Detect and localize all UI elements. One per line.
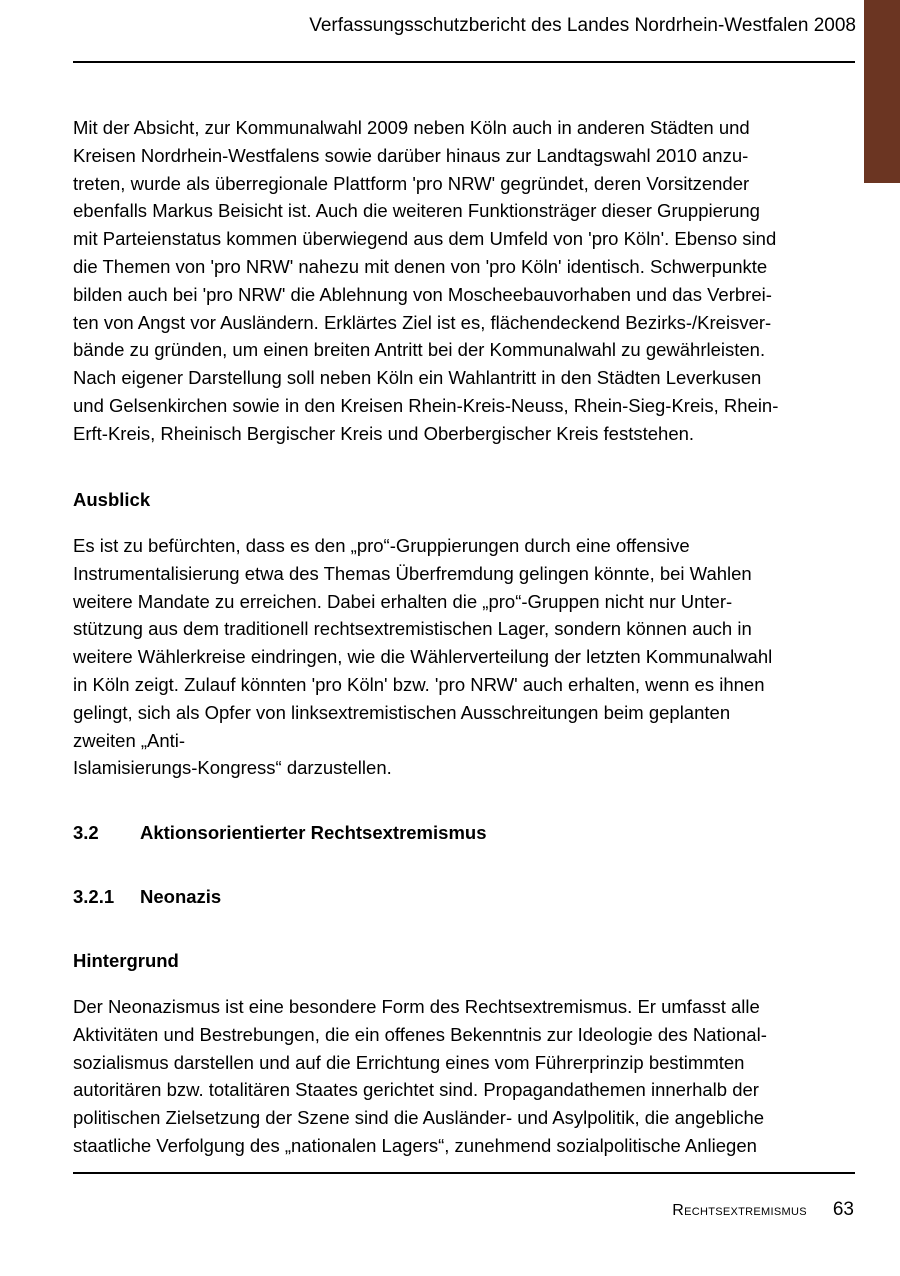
text-line: Nach eigener Darstellung soll neben Köln ein Wahlantritt in den Städten Leverkusen xyxy=(73,367,762,389)
text-line: Instrumentalisierung etwa des Themas Überfremdung gelingen könnte, bei Wahlen xyxy=(73,562,752,584)
footer-rule xyxy=(73,1172,855,1174)
text-line: Kreisen Nordrhein-Westfalens sowie darüber hinaus zur Landtagswahl 2010 anzu- xyxy=(73,144,749,166)
text-line: staatliche Verfolgung des „nationalen Lagers“, zunehmend sozialpolitische Anliegen xyxy=(73,1134,757,1156)
text-line: bilden auch bei 'pro NRW' die Ablehnung von Moscheebauvorhaben und das Verbrei- xyxy=(73,283,772,305)
heading-ausblick: Ausblick xyxy=(73,489,151,510)
chapter-color-tab xyxy=(864,0,900,183)
text-line: und Gelsenkirchen sowie in den Kreisen Rhein-Kreis-Neuss, Rhein-Sieg-Kreis, Rhein- xyxy=(73,394,779,416)
running-header: Verfassungsschutzbericht des Landes Nordrhein-Westfalen 2008 xyxy=(309,15,856,36)
text-line: bände zu gründen, um einen breiten Antritt bei der Kommunalwahl zu gewährleisten. xyxy=(73,339,766,361)
text-line: zweiten „Anti- xyxy=(73,729,186,751)
text-line: Islamisierungs-Kongress“ darzustellen. xyxy=(73,757,392,779)
text-line: stützung aus dem traditionell rechtsextremistischen Lager, sondern können auch in xyxy=(73,618,752,640)
text-line: Erft-Kreis, Rheinisch Bergischer Kreis und Oberbergischer Kreis feststehen. xyxy=(73,422,695,444)
paragraph-ausblick xyxy=(73,532,855,782)
text-line: gelingt, sich als Opfer von linksextremistischen Ausschreitungen beim geplanten xyxy=(73,701,731,723)
paragraph-hintergrund xyxy=(73,993,855,1160)
header-rule xyxy=(73,61,855,63)
text-line: treten, wurde als überregionale Plattform 'pro NRW' gegründet, deren Vorsitzender xyxy=(73,172,750,194)
text-line: mit Parteienstatus kommen überwiegend aus dem Umfeld von 'pro Köln'. Ebenso sind xyxy=(73,228,777,250)
section-heading xyxy=(73,821,855,845)
text-line: Der Neonazismus ist eine besondere Form des Rechtsextremismus. Er umfasst alle xyxy=(73,996,760,1017)
footer-section-name: Rechtsextremismus xyxy=(672,1202,807,1219)
text-line: Es ist zu befürchten, dass es den „pro“-Gruppierungen durch eine offensive xyxy=(73,535,690,556)
subsection-number: 3.2.1 xyxy=(73,886,115,907)
text-line: Mit der Absicht, zur Kommunalwahl 2009 neben Köln auch in anderen Städten und xyxy=(73,117,750,138)
text-line: weitere Wählerkreise eindringen, wie die Wählerverteilung der letzten Kommunalwahl xyxy=(73,646,773,668)
text-line: weitere Mandate zu erreichen. Dabei erhalten die „pro“-Gruppen nicht nur Unter- xyxy=(73,590,733,612)
heading-hintergrund: Hintergrund xyxy=(73,950,179,971)
subsection-heading xyxy=(73,885,855,909)
section-number: 3.2 xyxy=(73,822,99,843)
text-line: autoritären bzw. totalitären Staates gerichtet sind. Propagandathemen innerhalb der xyxy=(73,1079,759,1101)
text-line: ebenfalls Markus Beisicht ist. Auch die weiteren Funktionsträger dieser Gruppierung xyxy=(73,200,760,222)
text-line: in Köln zeigt. Zulauf könnten 'pro Köln' bzw. 'pro NRW' auch erhalten, wenn es ihnen xyxy=(73,673,765,695)
section-title: Aktionsorientierter Rechtsextremismus xyxy=(140,822,487,843)
text-line: politischen Zielsetzung der Szene sind die Ausländer- und Asylpolitik, die angebliche xyxy=(73,1107,765,1129)
text-line: Aktivitäten und Bestrebungen, die ein offenes Bekenntnis zur Ideologie des National- xyxy=(73,1023,767,1045)
text-line: sozialismus darstellen und auf die Errichtung eines vom Führerprinzip bestimmten xyxy=(73,1051,745,1073)
paragraph-pro-nrw xyxy=(73,114,855,448)
text-line: die Themen von 'pro NRW' nahezu mit denen von 'pro Köln' identisch. Schwerpunkte xyxy=(73,255,768,277)
page-number: 63 xyxy=(832,1199,854,1220)
text-line: ten von Angst vor Ausländern. Erklärtes Ziel ist es, flächendeckend Bezirks-/Kreisver- xyxy=(73,311,772,333)
page-footer xyxy=(672,1196,854,1225)
subsection-title: Neonazis xyxy=(140,886,222,907)
